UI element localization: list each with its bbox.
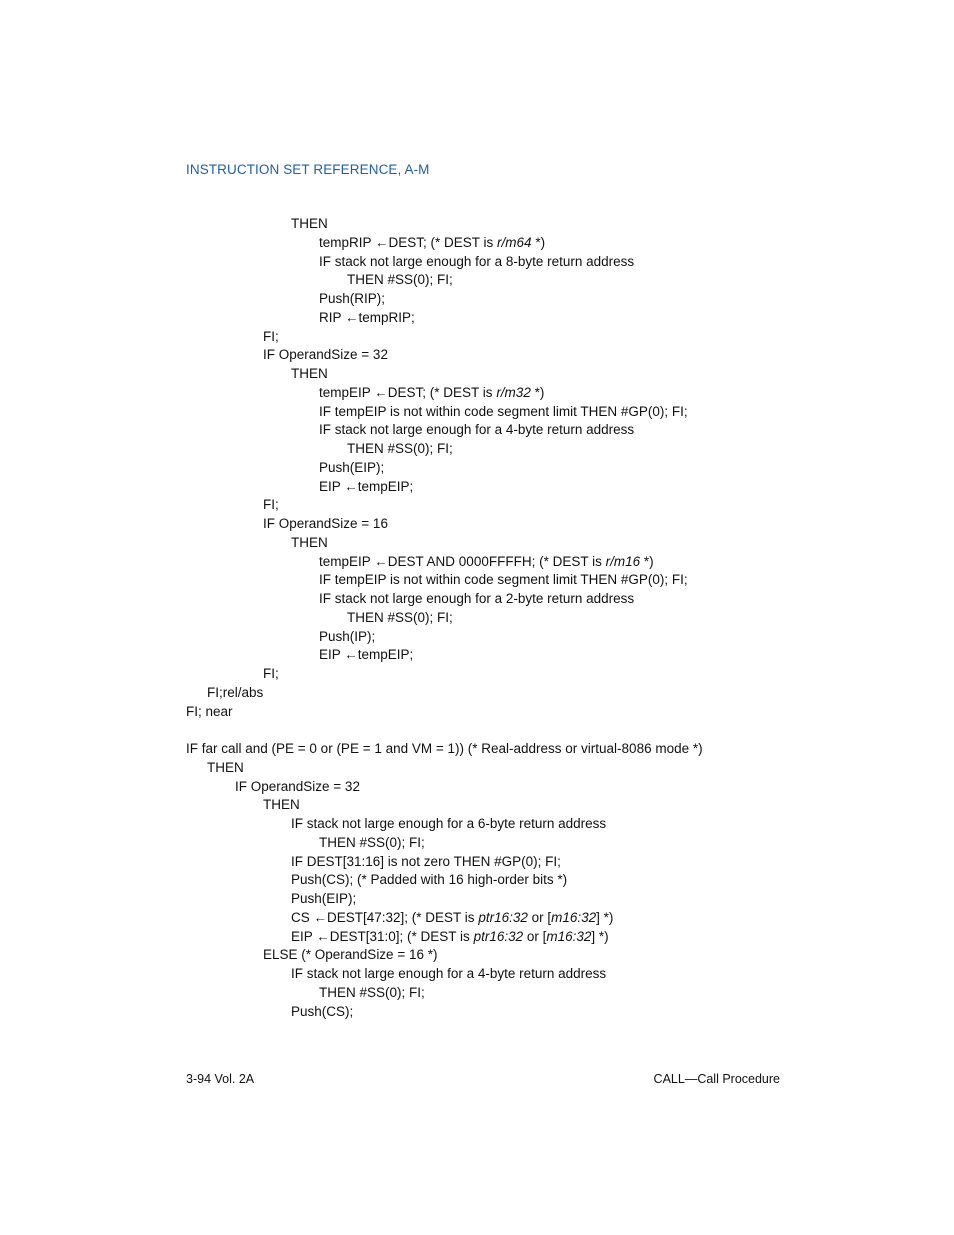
code-line bbox=[319, 253, 634, 272]
code-text: THEN #SS(0); FI; bbox=[347, 272, 453, 288]
code-text: FI;rel/abs bbox=[207, 684, 264, 700]
code-line bbox=[186, 740, 703, 759]
code-line bbox=[319, 403, 688, 422]
code-text: FI; bbox=[263, 497, 279, 513]
code-line bbox=[347, 271, 453, 290]
code-line bbox=[207, 684, 263, 703]
code-text: Push(CS); (* Padded with 16 high-order bits *) bbox=[291, 872, 568, 888]
code-line bbox=[207, 759, 244, 778]
page-number: 3-94 Vol. 2A bbox=[186, 1072, 255, 1086]
code-text: RIP ←tempRIP; bbox=[319, 309, 415, 325]
code-line bbox=[235, 778, 360, 797]
code-line bbox=[319, 421, 634, 440]
code-line bbox=[319, 309, 415, 328]
code-text: IF stack not large enough for a 2-byte return address bbox=[319, 591, 635, 606]
code-line bbox=[291, 534, 328, 553]
code-text: IF OperandSize = 32 bbox=[263, 347, 388, 363]
code-line bbox=[263, 346, 388, 365]
code-text: ELSE (* OperandSize = 16 *) bbox=[263, 947, 438, 963]
code-line bbox=[319, 234, 545, 253]
code-line bbox=[291, 815, 606, 834]
code-line bbox=[291, 928, 609, 947]
code-text: IF stack not large enough for a 4-byte return address bbox=[291, 966, 607, 981]
code-line bbox=[319, 984, 425, 1003]
operand-italic: r/m32 bbox=[496, 384, 531, 400]
code-text: EIP ←tempEIP; bbox=[319, 647, 414, 663]
code-text: tempEIP ←DEST AND 0000FFFFH; (* DEST is bbox=[319, 553, 606, 569]
code-text: ] *) bbox=[591, 928, 609, 944]
code-text: or [ bbox=[527, 909, 552, 925]
code-text: IF OperandSize = 32 bbox=[235, 778, 360, 794]
code-text: or [ bbox=[523, 928, 547, 944]
code-text: CS ←DEST[47:32]; (* DEST is bbox=[291, 909, 479, 925]
code-line bbox=[319, 834, 425, 853]
code-line bbox=[319, 478, 413, 497]
code-line bbox=[263, 328, 279, 347]
code-line bbox=[319, 384, 544, 403]
code-text: *) bbox=[531, 234, 546, 250]
code-text: tempRIP ←DEST; (* DEST is bbox=[319, 234, 498, 250]
operand-italic: r/m64 bbox=[497, 234, 532, 250]
code-line bbox=[263, 515, 388, 534]
code-line bbox=[291, 871, 567, 890]
code-text: ] *) bbox=[596, 909, 614, 925]
code-line bbox=[319, 628, 375, 647]
operand-italic: r/m16 bbox=[605, 553, 641, 569]
code-line bbox=[319, 459, 384, 478]
code-line bbox=[319, 590, 634, 609]
code-line bbox=[263, 496, 279, 515]
code-line bbox=[319, 646, 413, 665]
code-line bbox=[319, 290, 385, 309]
code-text: tempEIP ←DEST; (* DEST is bbox=[319, 384, 497, 400]
code-line bbox=[291, 965, 606, 984]
code-text: IF tempEIP is not within code segment limit THEN #GP(0); FI; bbox=[319, 403, 688, 419]
code-text: THEN bbox=[291, 366, 328, 381]
running-header: INSTRUCTION SET REFERENCE, A-M bbox=[186, 162, 430, 177]
code-text: Push(IP); bbox=[319, 628, 376, 644]
code-text: IF OperandSize = 16 bbox=[263, 516, 388, 531]
code-line bbox=[291, 215, 328, 234]
code-text: IF DEST[31:16] is not zero THEN #GP(0); FI; bbox=[291, 853, 561, 869]
code-line bbox=[291, 365, 328, 384]
code-text: IF stack not large enough for a 8-byte return address bbox=[319, 253, 635, 269]
code-line bbox=[186, 703, 233, 722]
code-text: Push(RIP); bbox=[319, 291, 386, 306]
code-text: *) bbox=[640, 553, 654, 569]
code-text: Push(CS); bbox=[291, 1003, 354, 1019]
code-text: THEN bbox=[263, 797, 300, 813]
operand-italic: ptr16:32 bbox=[473, 928, 524, 944]
code-line bbox=[263, 796, 300, 815]
code-line bbox=[291, 890, 356, 909]
code-text: Push(EIP); bbox=[291, 891, 357, 906]
operand-italic: m16:32 bbox=[546, 928, 592, 944]
code-text: FI; bbox=[263, 328, 279, 344]
code-text: FI; bbox=[263, 666, 279, 681]
code-line bbox=[291, 909, 613, 928]
code-line bbox=[319, 571, 688, 590]
section-title-footer: CALL—Call Procedure bbox=[653, 1072, 780, 1086]
code-text: THEN bbox=[207, 759, 244, 775]
operand-italic: ptr16:32 bbox=[478, 909, 528, 925]
code-text: Push(EIP); bbox=[319, 459, 385, 475]
code-text: FI; near bbox=[186, 703, 233, 719]
code-text: IF tempEIP is not within code segment limit THEN #GP(0); FI; bbox=[319, 572, 688, 588]
code-line bbox=[263, 665, 279, 684]
code-line bbox=[291, 853, 561, 872]
code-text: THEN #SS(0); FI; bbox=[319, 984, 425, 1000]
code-text: THEN #SS(0); FI; bbox=[347, 609, 453, 625]
code-text: THEN #SS(0); FI; bbox=[347, 441, 453, 456]
operand-italic: m16:32 bbox=[551, 909, 597, 925]
code-line bbox=[347, 609, 453, 628]
code-text: EIP ←DEST[31:0]; (* DEST is bbox=[291, 928, 474, 944]
code-text: *) bbox=[530, 384, 545, 400]
code-text: THEN bbox=[291, 216, 328, 231]
code-line bbox=[319, 553, 654, 572]
code-text: THEN bbox=[291, 534, 328, 550]
code-text: IF stack not large enough for a 4-byte return address bbox=[319, 422, 635, 438]
code-line bbox=[263, 946, 437, 965]
code-text: IF far call and (PE = 0 or (PE = 1 and VM = 1)) (* Real-address or virtual-8086 mode *) bbox=[186, 741, 703, 756]
code-line bbox=[347, 440, 453, 459]
code-text: THEN #SS(0); FI; bbox=[319, 834, 425, 850]
code-text: IF stack not large enough for a 6-byte return address bbox=[291, 816, 607, 831]
code-text: EIP ←tempEIP; bbox=[319, 478, 414, 494]
code-line bbox=[291, 1003, 353, 1022]
